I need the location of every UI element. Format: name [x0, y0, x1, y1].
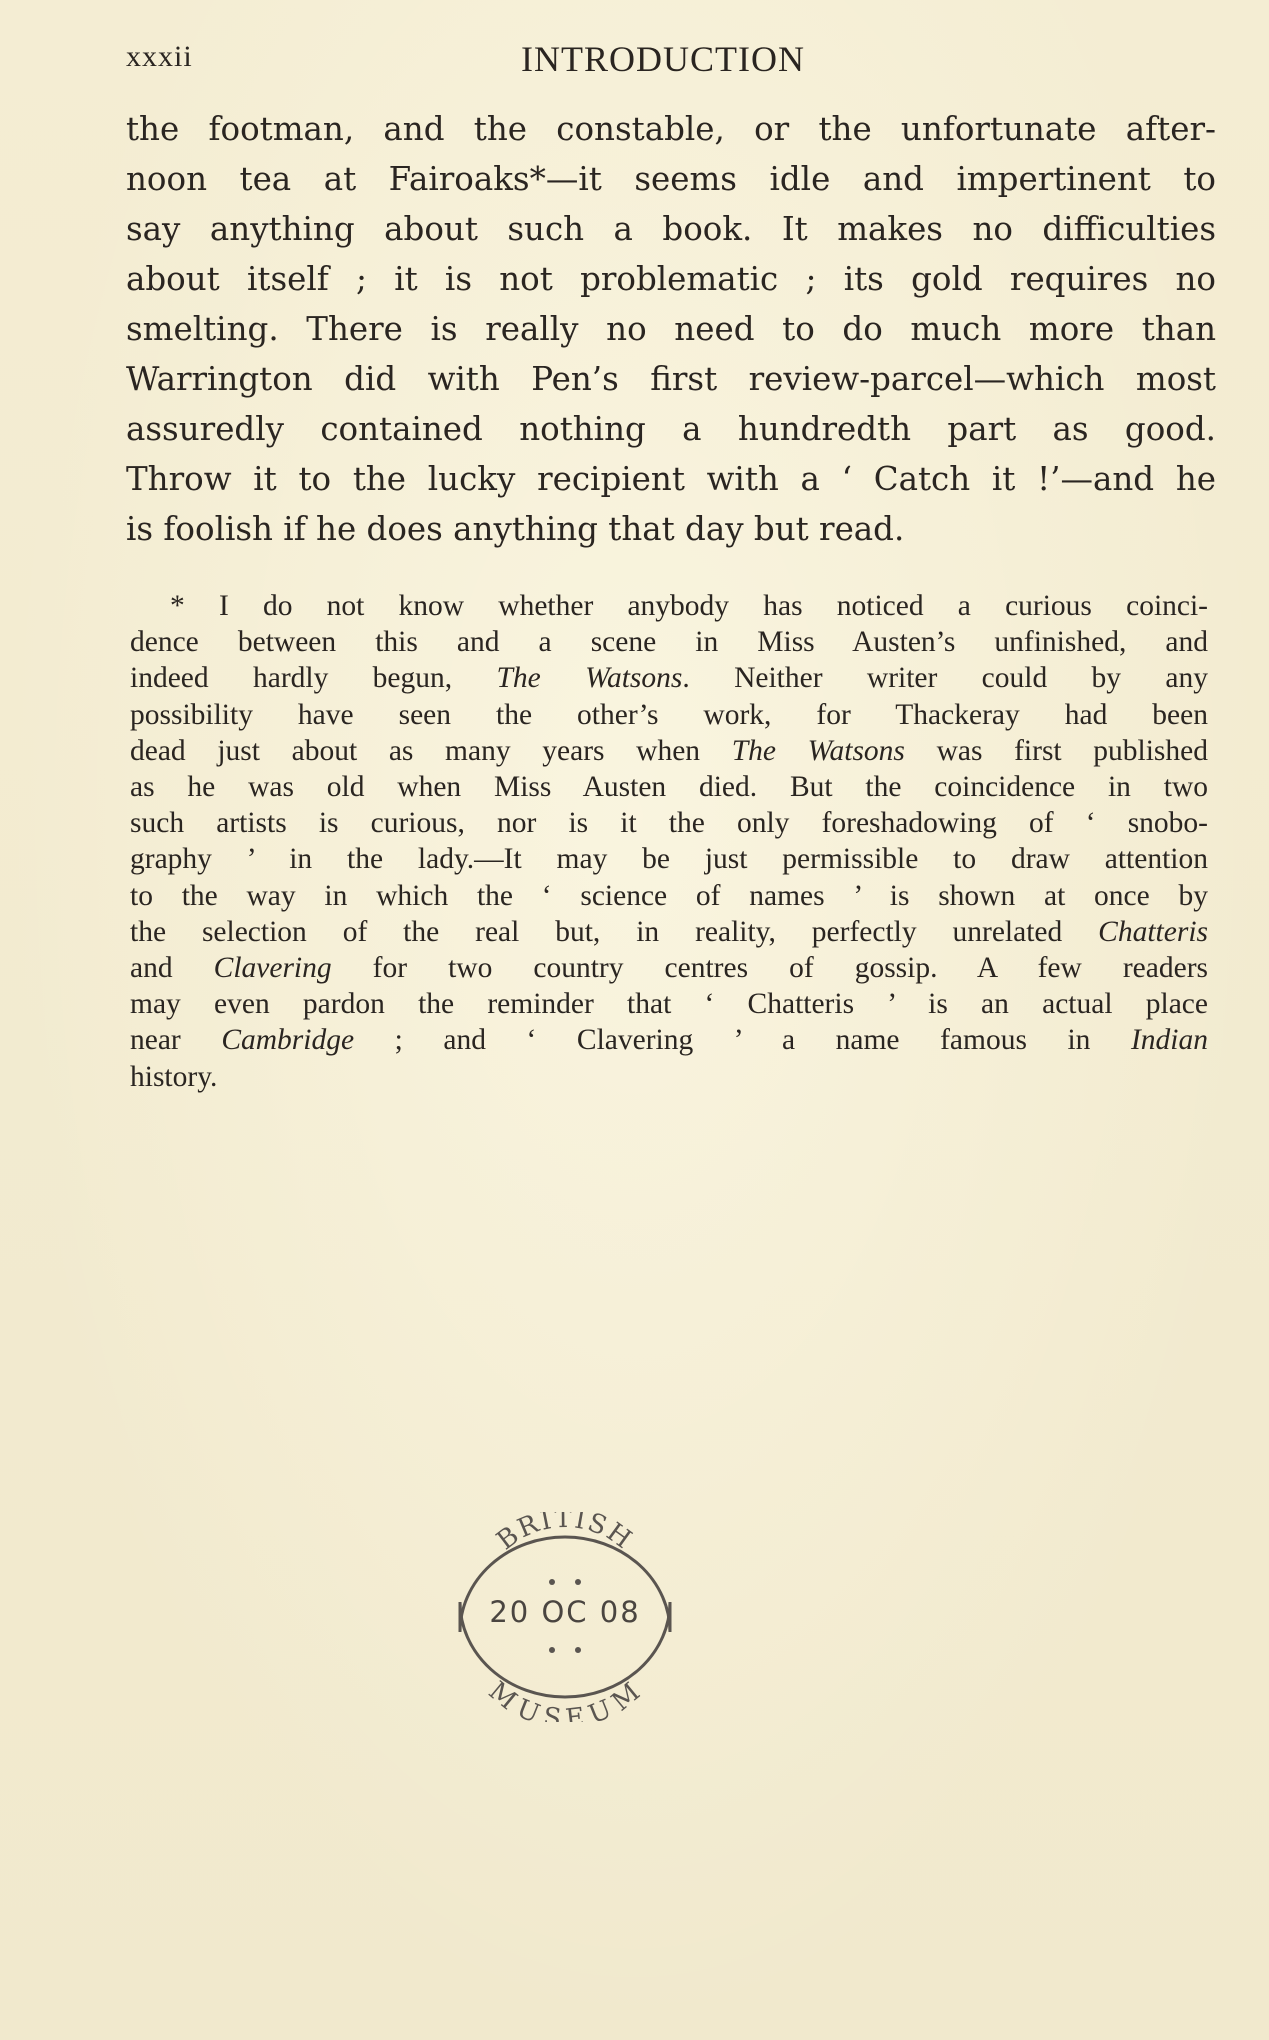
footnote-line: graphy ’ in the lady.—It may be just permissible to draw attention — [130, 843, 1208, 876]
footnote — [130, 588, 1208, 1095]
svg-text:BRITISH — [491, 1512, 638, 1556]
text-line: smelting. There is really no need to do much more than — [126, 310, 1216, 348]
page-number: xxxii — [126, 40, 193, 73]
footnote-line: * I do not know whether anybody has noticed a curious coinci- — [170, 590, 1208, 622]
stamp-top-text: BRITISH — [491, 1512, 639, 1557]
text-line: about itself ; it is not problematic ; its gold requires no — [126, 260, 1216, 298]
footnote-line: near Cambridge ; and ‘ Clavering ’ a name famous in Indian — [130, 1024, 1209, 1057]
footnote-line: dead just about as many years when The Watsons was first published — [130, 734, 1208, 767]
text-line: Warrington did with Pen’s first review-parcel—which most — [126, 360, 1216, 398]
text-line: noon tea at Fairoaks*—it seems idle and impertinent to — [126, 160, 1216, 198]
text-line: Throw it to the lucky recipient with a ‘ Catch it !’—and he — [126, 460, 1216, 498]
footnote-line: possibility have seen the other’s work, for Thackeray had been — [130, 698, 1208, 731]
page-header-title: INTRODUCTION — [521, 39, 805, 79]
footnote-line: to the way in which the ‘ science of names ’ is shown at once by — [130, 879, 1208, 912]
text-line: assuredly contained nothing a hundredth part as good. — [126, 410, 1216, 448]
footnote-line: history. — [130, 1060, 218, 1093]
text-line: say anything about such a book. It makes no difficulties — [126, 210, 1216, 248]
footnote-line: such artists is curious, nor is it the only foreshadowing of ‘ snobo- — [130, 807, 1208, 840]
main-paragraph — [126, 104, 1216, 554]
footnote-line: dence between this and a scene in Miss Austen’s unfinished, and — [130, 626, 1208, 659]
footnote-line: indeed hardly begun, The Watsons. Neither writer could by any — [130, 662, 1208, 695]
stamp-bottom-text: MUSEUM — [482, 1676, 648, 1722]
footnote-line: the selection of the real but, in reality, perfectly unrelated Chatteris — [130, 915, 1208, 948]
museum-stamp — [440, 1512, 690, 1722]
footnote-line: and Clavering for two country centres of gossip. A few readers — [130, 952, 1209, 985]
running-head — [126, 38, 1216, 82]
svg-text:MUSEUM — [483, 1676, 648, 1722]
footnote-line: may even pardon the reminder that ‘ Chatteris ’ is an actual place — [130, 988, 1208, 1021]
stamp-date: 20 OC 08 — [489, 1595, 641, 1629]
text-line: the footman, and the constable, or the unfortunate after- — [126, 110, 1216, 148]
text-line: is foolish if he does anything that day but read. — [126, 510, 905, 548]
footnote-line: as he was old when Miss Austen died. But the coincidence in two — [130, 771, 1208, 804]
